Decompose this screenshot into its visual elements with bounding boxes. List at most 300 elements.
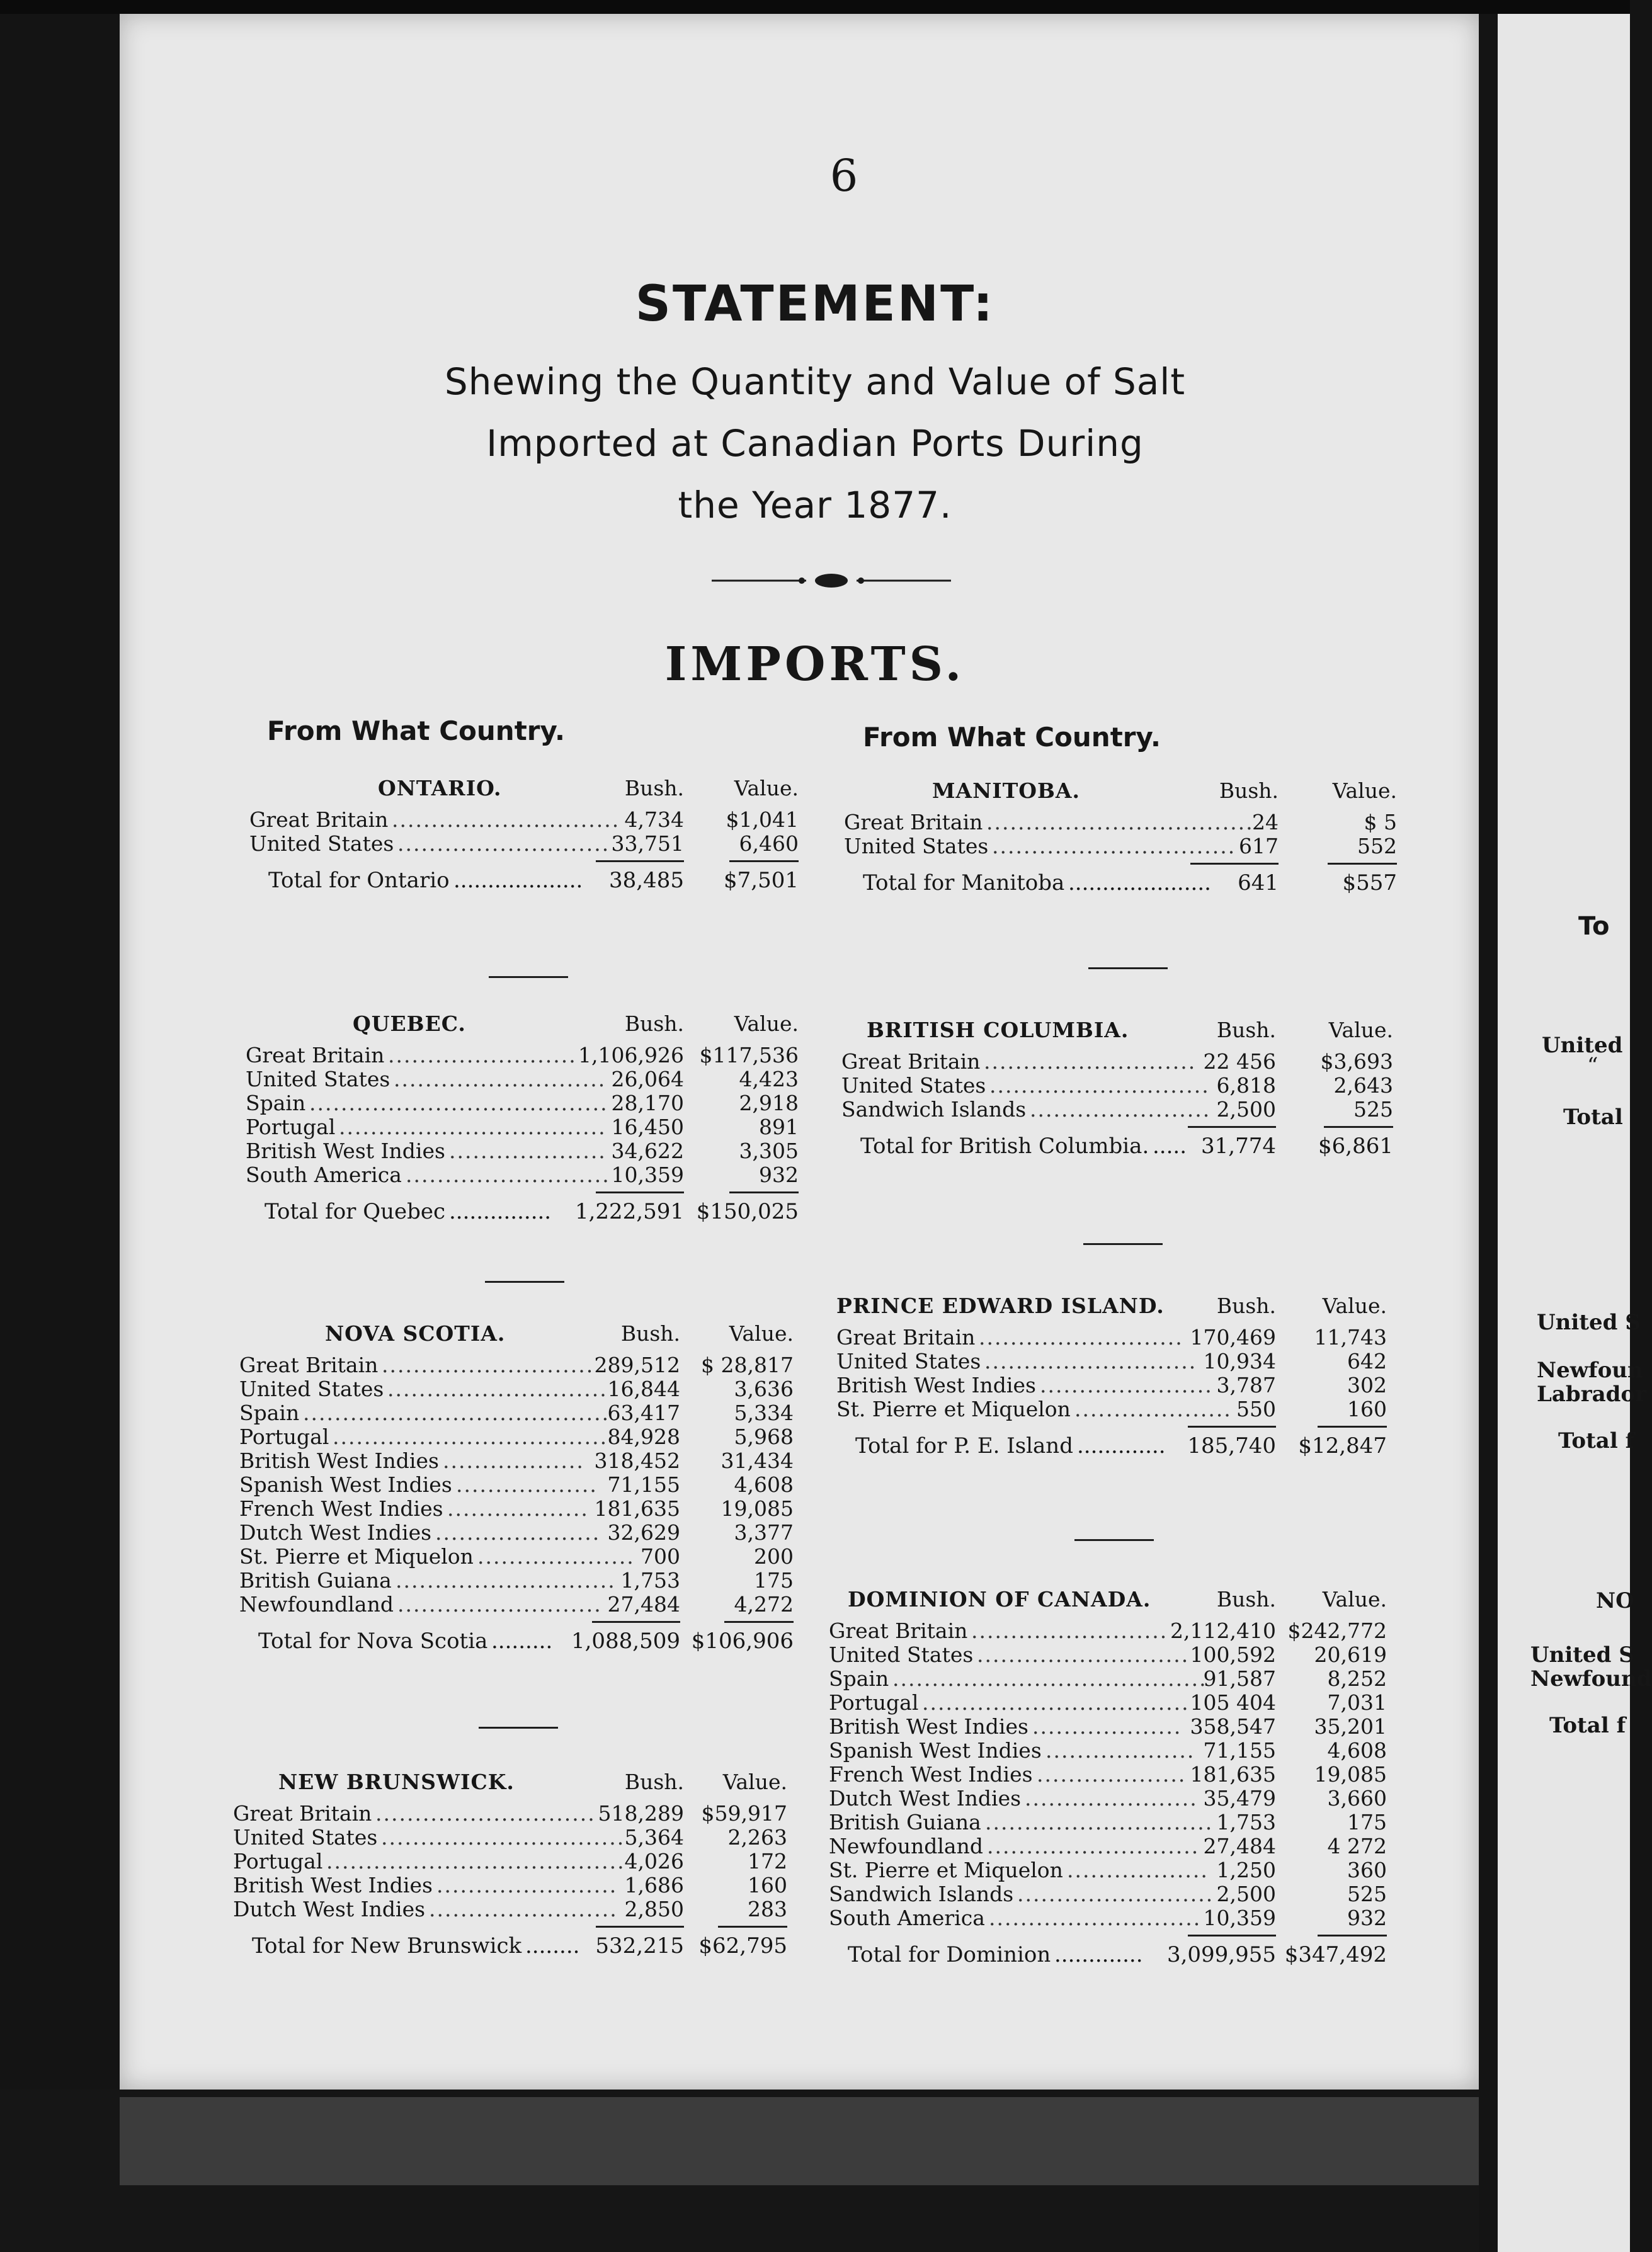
value-cell: 360 xyxy=(1347,1858,1387,1882)
section-separator xyxy=(489,976,568,978)
facing-page xyxy=(1498,14,1630,2252)
country-cell: Great Britain xyxy=(841,1049,981,1074)
bushels-cell: 10,359 xyxy=(1203,1906,1276,1930)
sum-rule xyxy=(249,855,804,868)
column-header-bush: Bush. xyxy=(624,1011,684,1036)
leader-dots: ................... xyxy=(453,868,583,893)
value-cell: $ 5 xyxy=(1364,810,1397,834)
table-row xyxy=(239,1472,800,1496)
total-value: $12,847 xyxy=(1298,1433,1387,1459)
leader-dots: ........................................ xyxy=(892,1666,1207,1691)
country-cell: United States xyxy=(829,1642,974,1667)
leader-dots: .................... xyxy=(477,1544,635,1569)
bushels-cell: 16,450 xyxy=(611,1115,684,1139)
column-header-value: Value. xyxy=(734,776,799,800)
bushels-cell: 5,364 xyxy=(624,1825,684,1850)
country-cell: St. Pierre et Miquelon xyxy=(239,1544,474,1569)
leader-dots: .................................. xyxy=(922,1690,1190,1715)
country-cell: St. Pierre et Miquelon xyxy=(836,1397,1071,1421)
bushels-cell: 2,500 xyxy=(1216,1097,1276,1122)
value-cell: 31,434 xyxy=(721,1448,794,1473)
country-cell: Spanish West Indies xyxy=(829,1738,1042,1763)
column-header-bush: Bush. xyxy=(1219,778,1279,803)
value-cell: 8,252 xyxy=(1327,1666,1387,1691)
facing-page-fragment: Total f xyxy=(1558,1428,1635,1453)
value-cell: 932 xyxy=(759,1163,799,1187)
value-cell: 20,619 xyxy=(1314,1642,1387,1667)
country-cell: United States xyxy=(246,1067,390,1091)
country-cell: Spain xyxy=(246,1091,306,1115)
bushels-cell: 33,751 xyxy=(611,831,684,856)
value-cell: 200 xyxy=(754,1544,794,1569)
value-cell: 5,968 xyxy=(734,1425,794,1449)
country-cell: Spain xyxy=(829,1666,889,1691)
table-row xyxy=(841,1097,1402,1121)
page-gutter xyxy=(1479,14,1498,2252)
column-header-value: Value. xyxy=(1332,778,1397,803)
total-bushels: 38,485 xyxy=(609,868,684,893)
country-cell: British Guiana xyxy=(239,1568,392,1593)
column-header-value: Value. xyxy=(722,1770,787,1794)
leader-dots: ........................... xyxy=(984,1049,1197,1074)
table-row xyxy=(233,1897,794,1921)
total-row xyxy=(829,1942,1396,1971)
table-row xyxy=(829,1690,1396,1714)
country-cell: Dutch West Indies xyxy=(829,1786,1022,1811)
bushels-cell: 3,787 xyxy=(1216,1373,1276,1397)
value-cell: 6,460 xyxy=(739,831,799,856)
column-header-value: Value. xyxy=(734,1011,799,1036)
leader-dots: ............. xyxy=(1077,1433,1166,1459)
leader-dots: ........................... xyxy=(989,1906,1202,1930)
leader-dots: .................................. xyxy=(339,1115,607,1139)
bushels-cell: 2,850 xyxy=(624,1897,684,1921)
table-row xyxy=(829,1738,1396,1762)
country-cell: Great Britain xyxy=(829,1618,968,1643)
table-row xyxy=(841,1049,1402,1073)
section-separator xyxy=(1083,1243,1163,1245)
bushels-cell: 10,359 xyxy=(611,1163,684,1187)
table-row xyxy=(239,1401,800,1425)
value-cell: $117,536 xyxy=(699,1043,799,1067)
table-row xyxy=(841,1073,1402,1097)
bushels-cell: 71,155 xyxy=(607,1472,680,1497)
statement-subtitle-line-1: Shewing the Quantity and Value of Salt xyxy=(444,360,1186,403)
country-cell: United States xyxy=(233,1825,378,1850)
value-cell: $3,693 xyxy=(1320,1049,1393,1074)
leader-dots: ............... xyxy=(449,1199,552,1224)
leader-dots: ................... xyxy=(1037,1762,1187,1787)
value-cell: 525 xyxy=(1347,1882,1387,1906)
bushels-cell: 4,026 xyxy=(624,1849,684,1874)
value-cell: 172 xyxy=(748,1849,787,1874)
table-row xyxy=(829,1618,1396,1642)
value-cell: 3,636 xyxy=(734,1377,794,1401)
value-cell: 891 xyxy=(759,1115,799,1139)
bushels-cell: 1,686 xyxy=(624,1873,684,1897)
bushels-cell: 105 404 xyxy=(1190,1690,1276,1715)
province-name: QUEBEC. xyxy=(353,1011,466,1036)
country-cell: Newfoundland xyxy=(829,1834,983,1858)
value-cell: 283 xyxy=(748,1897,787,1921)
total-value: $347,492 xyxy=(1284,1942,1387,1967)
total-value: $150,025 xyxy=(696,1199,799,1224)
column-header-value: Value. xyxy=(1322,1587,1387,1612)
total-row xyxy=(239,1629,800,1658)
value-cell: 302 xyxy=(1347,1373,1387,1397)
column-header-value: Value. xyxy=(1322,1294,1387,1318)
leader-dots: .................. xyxy=(1067,1858,1209,1882)
country-cell: British West Indies xyxy=(246,1139,445,1163)
table-row xyxy=(836,1373,1397,1397)
table-row xyxy=(233,1801,794,1825)
total-bushels: 185,740 xyxy=(1187,1433,1276,1459)
value-cell: 4 272 xyxy=(1327,1834,1387,1858)
facing-page-fragment: To xyxy=(1578,912,1610,941)
table-row xyxy=(836,1349,1397,1373)
section-separator xyxy=(485,1281,564,1283)
bushels-cell: 71,155 xyxy=(1203,1738,1276,1763)
total-bushels: 641 xyxy=(1238,870,1279,896)
bushels-cell: 10,934 xyxy=(1203,1349,1276,1373)
bushels-cell: 1,753 xyxy=(620,1568,680,1593)
province-table-new-brunswick xyxy=(233,1770,794,1962)
scan-top-edge xyxy=(0,0,1630,14)
leader-dots: ............. xyxy=(1054,1942,1143,1967)
country-cell: French West Indies xyxy=(829,1762,1033,1787)
country-cell: British Guiana xyxy=(829,1810,981,1834)
leader-dots: .......................... xyxy=(979,1325,1183,1350)
leader-dots: ...................................... xyxy=(326,1849,625,1874)
leader-dots: ......... xyxy=(491,1629,553,1654)
table-row xyxy=(239,1544,800,1568)
leader-dots: ..... xyxy=(1153,1134,1187,1159)
leader-dots: ...................... xyxy=(1040,1373,1213,1397)
leader-dots: ............................ xyxy=(396,1568,616,1593)
country-cell: Portugal xyxy=(829,1690,919,1715)
total-label: Total for New Brunswick xyxy=(252,1933,522,1959)
leader-dots: ....................... xyxy=(436,1873,618,1897)
country-cell: British West Indies xyxy=(829,1714,1028,1739)
bushels-cell: 35,479 xyxy=(1203,1786,1276,1811)
country-cell: Newfoundland xyxy=(239,1592,394,1617)
country-cell: Sandwich Islands xyxy=(829,1882,1014,1906)
table-row xyxy=(829,1762,1396,1786)
column-header-bush: Bush. xyxy=(1216,1018,1276,1042)
table-row xyxy=(246,1139,806,1163)
value-cell: 4,423 xyxy=(739,1067,799,1091)
bushels-cell: 1,250 xyxy=(1216,1858,1276,1882)
total-label: Total for Dominion xyxy=(848,1942,1051,1967)
total-row xyxy=(249,868,804,897)
leader-dots: ........ xyxy=(525,1933,580,1959)
value-cell: 11,743 xyxy=(1314,1325,1387,1350)
province-name: NEW BRUNSWICK. xyxy=(278,1770,515,1794)
page-number: 6 xyxy=(829,150,858,202)
leader-dots: ............................. xyxy=(985,1810,1214,1834)
total-label: Total for Ontario xyxy=(268,868,450,893)
bushels-cell: 28,170 xyxy=(611,1091,684,1115)
sum-rule xyxy=(239,1616,800,1629)
column-header-bush: Bush. xyxy=(624,776,684,800)
table-row xyxy=(233,1825,794,1849)
facing-page-fragment: Total f xyxy=(1549,1713,1626,1738)
table-row xyxy=(249,831,804,855)
table-row xyxy=(829,1786,1396,1810)
total-row xyxy=(841,1134,1402,1163)
sum-rule xyxy=(836,1421,1397,1433)
table-row xyxy=(239,1377,800,1401)
leader-dots: ......................... xyxy=(971,1618,1168,1643)
country-cell: Great Britain xyxy=(249,807,389,832)
bushels-cell: 27,484 xyxy=(1203,1834,1276,1858)
province-table-quebec xyxy=(246,1011,806,1228)
table-row xyxy=(249,807,804,831)
bushels-cell: 27,484 xyxy=(607,1592,680,1617)
table-row xyxy=(233,1873,794,1897)
leader-dots: ...................................... xyxy=(309,1091,608,1115)
total-bushels: 1,222,591 xyxy=(574,1199,684,1224)
bushels-cell: 1,106,926 xyxy=(578,1043,684,1067)
table-row xyxy=(829,1882,1396,1906)
bushels-cell: 2,500 xyxy=(1216,1882,1276,1906)
leader-dots: ........................... xyxy=(397,831,610,856)
leader-dots: ........................... xyxy=(394,1067,607,1091)
statement-subtitle-line-2: Imported at Canadian Ports During xyxy=(486,422,1144,465)
table-row xyxy=(239,1592,800,1616)
country-cell: United States xyxy=(836,1349,981,1373)
facing-page-fragment: Newfoun xyxy=(1537,1358,1643,1383)
country-cell: French West Indies xyxy=(239,1496,443,1521)
leader-dots: .................................. xyxy=(986,810,1254,834)
leader-dots: ...................... xyxy=(1025,1786,1198,1811)
value-cell: 7,031 xyxy=(1327,1690,1387,1715)
country-cell: Great Britain xyxy=(239,1353,379,1377)
table-row xyxy=(836,1397,1397,1421)
province-table-dominion xyxy=(829,1587,1396,1971)
column-header-bush: Bush. xyxy=(620,1321,680,1346)
value-cell: 3,305 xyxy=(739,1139,799,1163)
column-header-bush: Bush. xyxy=(624,1770,684,1794)
statement-subtitle-line-3: the Year 1877. xyxy=(678,484,952,526)
table-row xyxy=(844,834,1404,858)
section-separator xyxy=(1074,1539,1154,1541)
value-cell: 19,085 xyxy=(1314,1762,1387,1787)
table-row xyxy=(239,1496,800,1520)
leader-dots: ................... xyxy=(1045,1738,1195,1763)
table-row xyxy=(246,1115,806,1139)
facing-page-fragment: United S xyxy=(1537,1310,1641,1335)
value-cell: 3,377 xyxy=(734,1520,794,1545)
bushels-cell: 358,547 xyxy=(1190,1714,1276,1739)
value-cell: 932 xyxy=(1347,1906,1387,1930)
leader-dots: .................... xyxy=(1074,1397,1232,1421)
table-row xyxy=(829,1810,1396,1834)
leader-dots: .......................... xyxy=(406,1163,610,1187)
country-cell: Great Britain xyxy=(844,810,983,834)
province-table-british-columbia xyxy=(841,1018,1402,1163)
table-row xyxy=(239,1568,800,1592)
total-row xyxy=(233,1933,794,1962)
value-cell: 525 xyxy=(1353,1097,1393,1122)
from-country-label-left: From What Country. xyxy=(267,715,565,746)
value-cell: 175 xyxy=(754,1568,794,1593)
country-cell: Portugal xyxy=(239,1425,329,1449)
value-cell: 160 xyxy=(748,1873,787,1897)
facing-page-fragment: Newfound xyxy=(1530,1666,1652,1692)
total-label: Total for Quebec xyxy=(265,1199,446,1224)
leader-dots: ............................ xyxy=(989,1073,1210,1098)
sum-rule xyxy=(233,1921,794,1933)
statement-title: STATEMENT: xyxy=(635,276,995,333)
value-cell: 552 xyxy=(1357,834,1397,858)
section-separator xyxy=(479,1727,558,1729)
leader-dots: ............................ xyxy=(387,1377,608,1401)
bushels-cell: 289,512 xyxy=(594,1353,680,1377)
country-cell: South America xyxy=(829,1906,985,1930)
country-cell: United States xyxy=(841,1073,986,1098)
table-row xyxy=(836,1325,1397,1349)
value-cell: 2,918 xyxy=(739,1091,799,1115)
province-table-nova-scotia xyxy=(239,1321,800,1658)
bushels-cell: 700 xyxy=(641,1544,680,1569)
bushels-cell: 34,622 xyxy=(611,1139,684,1163)
leader-dots: ........................ xyxy=(388,1043,577,1067)
table-row xyxy=(239,1448,800,1472)
leader-dots: ............................... xyxy=(992,834,1236,858)
decorative-rule-ornament xyxy=(712,568,951,593)
table-row xyxy=(239,1353,800,1377)
leader-dots: .................. xyxy=(447,1496,589,1521)
table-row xyxy=(829,1834,1396,1858)
country-cell: Spain xyxy=(239,1401,300,1425)
sum-rule xyxy=(841,1121,1402,1134)
sum-rule xyxy=(829,1930,1396,1942)
bushels-cell: 318,452 xyxy=(594,1448,680,1473)
bushels-cell: 63,417 xyxy=(607,1401,680,1425)
table-row xyxy=(246,1067,806,1091)
bushels-cell: 1,753 xyxy=(1216,1810,1276,1834)
value-cell: 35,201 xyxy=(1314,1714,1387,1739)
column-header-bush: Bush. xyxy=(1216,1587,1276,1612)
country-cell: British West Indies xyxy=(233,1873,433,1897)
country-cell: British West Indies xyxy=(836,1373,1036,1397)
country-cell: Spanish West Indies xyxy=(239,1472,452,1497)
bushels-cell: 100,592 xyxy=(1190,1642,1276,1667)
total-row xyxy=(246,1199,806,1228)
country-cell: South America xyxy=(246,1163,402,1187)
country-cell: United States xyxy=(239,1377,384,1401)
lower-page-shadow xyxy=(120,2097,1479,2185)
column-header-value: Value. xyxy=(1328,1018,1393,1042)
total-label: Total for Manitoba xyxy=(863,870,1065,896)
facing-page-fragment: United xyxy=(1542,1033,1623,1058)
value-cell: 5,334 xyxy=(734,1401,794,1425)
leader-dots: ..................... xyxy=(435,1520,601,1545)
table-row xyxy=(246,1043,806,1067)
bushels-cell: 550 xyxy=(1236,1397,1276,1421)
leader-dots: ............................... xyxy=(381,1825,625,1850)
total-value: $62,795 xyxy=(698,1933,787,1959)
total-label: Total for Nova Scotia xyxy=(258,1629,488,1654)
country-cell: Dutch West Indies xyxy=(233,1897,426,1921)
total-bushels: 31,774 xyxy=(1201,1134,1276,1159)
leader-dots: ..................... xyxy=(1068,870,1211,896)
total-row xyxy=(836,1433,1397,1462)
table-row xyxy=(233,1849,794,1873)
leader-dots: .................. xyxy=(456,1472,598,1497)
bushels-cell: 22 456 xyxy=(1203,1049,1276,1074)
province-table-manitoba xyxy=(844,778,1404,899)
section-separator xyxy=(1088,967,1168,969)
country-cell: St. Pierre et Miquelon xyxy=(829,1858,1063,1882)
value-cell: 160 xyxy=(1347,1397,1387,1421)
leader-dots: ................................... xyxy=(333,1425,608,1449)
leader-dots: .................. xyxy=(443,1448,584,1473)
table-row xyxy=(239,1520,800,1544)
total-value: $7,501 xyxy=(724,868,799,893)
value-cell: 175 xyxy=(1347,1810,1387,1834)
bushels-cell: 2,112,410 xyxy=(1170,1618,1276,1643)
table-row xyxy=(829,1858,1396,1882)
value-cell: 642 xyxy=(1347,1349,1387,1373)
bushels-cell: 518,289 xyxy=(598,1801,684,1826)
facing-page-fragment: Labrador xyxy=(1537,1382,1647,1407)
leader-dots: ......................... xyxy=(1017,1882,1214,1906)
country-cell: Great Britain xyxy=(233,1801,372,1826)
leader-dots: ........................... xyxy=(984,1349,1197,1373)
value-cell: $59,917 xyxy=(701,1801,787,1826)
value-cell: $1,041 xyxy=(726,807,799,832)
bushels-cell: 16,844 xyxy=(607,1377,680,1401)
value-cell: 2,643 xyxy=(1333,1073,1393,1098)
value-cell: 2,263 xyxy=(727,1825,787,1850)
country-cell: Sandwich Islands xyxy=(841,1097,1027,1122)
province-name: DOMINION OF CANADA. xyxy=(848,1587,1151,1612)
column-header-value: Value. xyxy=(729,1321,794,1346)
leader-dots: .......................... xyxy=(397,1592,602,1617)
total-value: $6,861 xyxy=(1318,1134,1393,1159)
leader-dots: ........................... xyxy=(382,1353,595,1377)
table-row xyxy=(829,1906,1396,1930)
country-cell: Portugal xyxy=(233,1849,323,1874)
total-bushels: 532,215 xyxy=(595,1933,684,1959)
country-cell: Dutch West Indies xyxy=(239,1520,432,1545)
leader-dots: ........................... xyxy=(977,1642,1190,1667)
table-row xyxy=(844,810,1404,834)
sum-rule xyxy=(844,858,1404,870)
country-cell: United States xyxy=(249,831,394,856)
country-cell: Great Britain xyxy=(836,1325,976,1350)
leader-dots: ........................ xyxy=(429,1897,618,1921)
province-name: ONTARIO. xyxy=(378,776,502,800)
imports-heading: IMPORTS. xyxy=(664,637,966,691)
country-cell: British West Indies xyxy=(239,1448,439,1473)
total-label: Total for British Columbia. xyxy=(860,1134,1149,1159)
bushels-cell: 170,469 xyxy=(1190,1325,1276,1350)
province-name: BRITISH COLUMBIA. xyxy=(867,1018,1129,1042)
facing-page-fragment: “ xyxy=(1587,1053,1598,1078)
facing-page-fragment: Total xyxy=(1563,1105,1623,1130)
table-row xyxy=(246,1163,806,1186)
total-label: Total for P. E. Island xyxy=(855,1433,1073,1459)
table-row xyxy=(829,1666,1396,1690)
value-cell: $242,772 xyxy=(1287,1618,1387,1643)
column-header-bush: Bush. xyxy=(1216,1294,1276,1318)
bushels-cell: 4,734 xyxy=(624,807,684,832)
table-row xyxy=(829,1642,1396,1666)
bushels-cell: 26,064 xyxy=(611,1067,684,1091)
